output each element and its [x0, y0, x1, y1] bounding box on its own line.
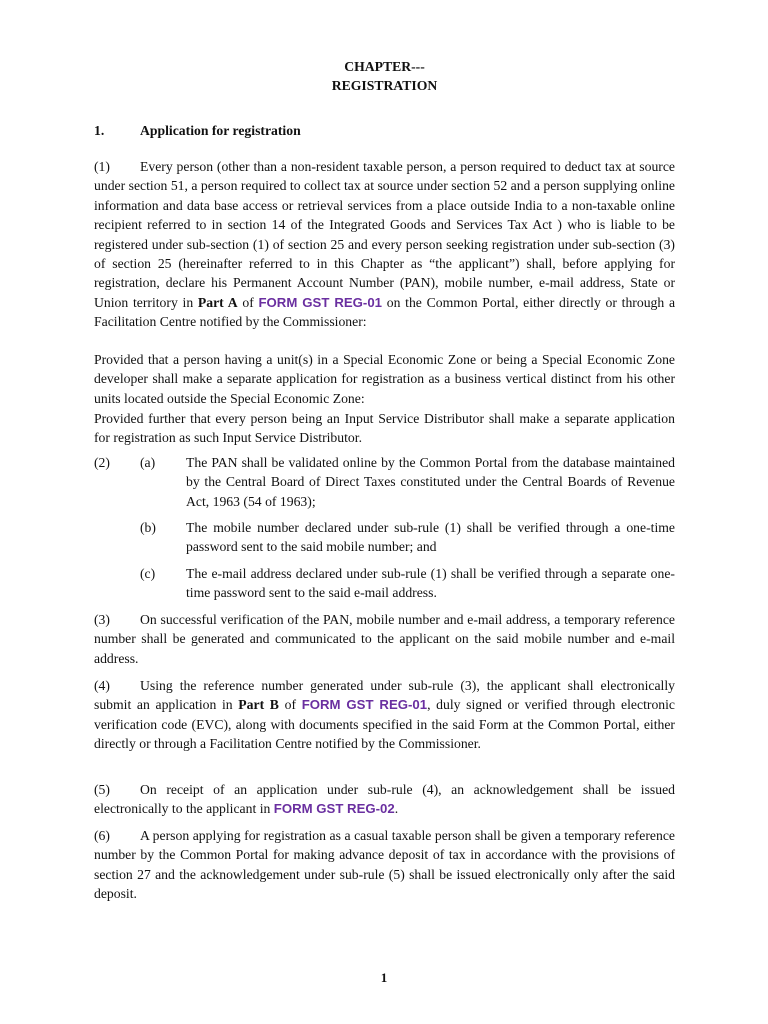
- rule-4-part: Part B: [238, 697, 279, 713]
- rule-5-text-a: On receipt of an application under sub-rule (4), an acknowledgement shall be issued electronically to the applicant in: [94, 782, 675, 817]
- rule-5-form-ref: FORM GST REG-02: [273, 801, 395, 817]
- chapter-title: REGISTRATION: [331, 78, 438, 94]
- rule-1-text-b: on the Common Portal, either directly or through a Facilitation Centre notified by the Commissioner:: [94, 294, 676, 330]
- rule-2-b-label: (b): [140, 520, 156, 535]
- rule-2-number: (2): [94, 455, 110, 470]
- rule-1-text-a: Every person (other than a non-resident taxable person, a person required to deduct tax at source under section 51, a person required to collect tax at source under section 52 and a person supplying online information and data base access or retrieval services from a place outside India to a non-taxable online recipient referred to in section 14 of the Integrated Goods and Services Tax Act ) who is liable to be registered under sub-section (1) of section 25 and every person seeking registration under sub-section (3) of section 25 (hereinafter referred to in this Chapter as “the applicant”) shall, before applying for registration, declare his Permanent Account Number (PAN), mobile number, e-mail address, State or Union territory in: [94, 159, 675, 310]
- rule-2-item-c: [94, 564, 675, 603]
- rule-1-proviso-2: Provided further that every person being an Input Service Distributor shall make a separate application for registration as such Input Service Distributor.: [94, 411, 675, 446]
- rule-3-paragraph: [94, 610, 675, 668]
- rule-1-paragraph: [94, 157, 675, 332]
- rule-1-form-ref: FORM GST REG-01: [258, 294, 382, 310]
- rule-6-text: A person applying for registration as a casual taxable person shall be given a temporary reference number by the Common Portal for making advance deposit of tax in accordance with the provisions of section 27 and the acknowledgement under sub-rule (5) shall be issued electronically only after the said deposit.: [94, 828, 675, 902]
- rule-2-a-label: (a): [140, 455, 156, 470]
- section-title: Application for registration: [140, 123, 301, 138]
- rule-1-proviso-1: Provided that a person having a unit(s) in a Special Economic Zone or being a Special Economic Zone developer shall make a separate application for registration as a business vertical distinct from his other units located outside the Special Economic Zone:: [94, 352, 675, 406]
- page-number: 1: [380, 970, 388, 985]
- rule-2-item-a: [94, 453, 675, 511]
- rule-4-text-b: , duly signed or verified through electronic verification code (EVC), along with documents specified in the said Form at the Common Portal, either directly or through a Facilitation Centre notified by the Commissioner.: [94, 697, 676, 752]
- rule-2-item-b: [94, 518, 675, 557]
- rule-2-c-text: The e-mail address declared under sub-rule (1) shall be verified through a separate one-time password sent to the said e-mail address.: [186, 566, 675, 601]
- rule-4-form-ref: FORM GST REG-01: [301, 697, 428, 713]
- rule-3-text: On successful verification of the PAN, mobile number and e-mail address, a temporary reference number shall be generated and communicated to the applicant on the said mobile number and e-mail address.: [94, 612, 675, 666]
- rule-6-paragraph: [94, 826, 675, 904]
- rule-1-of: of: [242, 294, 254, 310]
- chapter-label: CHAPTER---: [344, 59, 425, 74]
- rule-2-a-text: The PAN shall be validated online by the Common Portal from the database maintained by the Central Board of Direct Taxes constituted under the Central Boards of Revenue Act, 1963 (54 of 1963);: [186, 455, 675, 509]
- section-number: 1.: [94, 123, 105, 138]
- rule-2-b-text: The mobile number declared under sub-rule (1) shall be verified through a one-time password sent to the said mobile number; and: [186, 520, 675, 555]
- rule-1-number: (1): [94, 159, 110, 174]
- rule-1-part: Part A: [197, 294, 238, 310]
- rule-5-paragraph: [94, 780, 675, 819]
- rule-4-number: (4): [94, 678, 110, 693]
- section-heading: [94, 121, 675, 140]
- chapter-heading: [94, 57, 675, 96]
- rule-2-c-label: (c): [140, 566, 156, 581]
- rule-3-number: (3): [94, 612, 110, 627]
- rule-4-of: of: [284, 697, 297, 713]
- rule-5-number: (5): [94, 782, 110, 797]
- rule-4-text-a: Using the reference number generated under sub-rule (3), the applicant shall electronically submit an application in: [94, 678, 675, 713]
- rule-5-text-b: .: [394, 801, 399, 817]
- rule-6-number: (6): [94, 828, 110, 843]
- rule-4-paragraph: [94, 676, 675, 754]
